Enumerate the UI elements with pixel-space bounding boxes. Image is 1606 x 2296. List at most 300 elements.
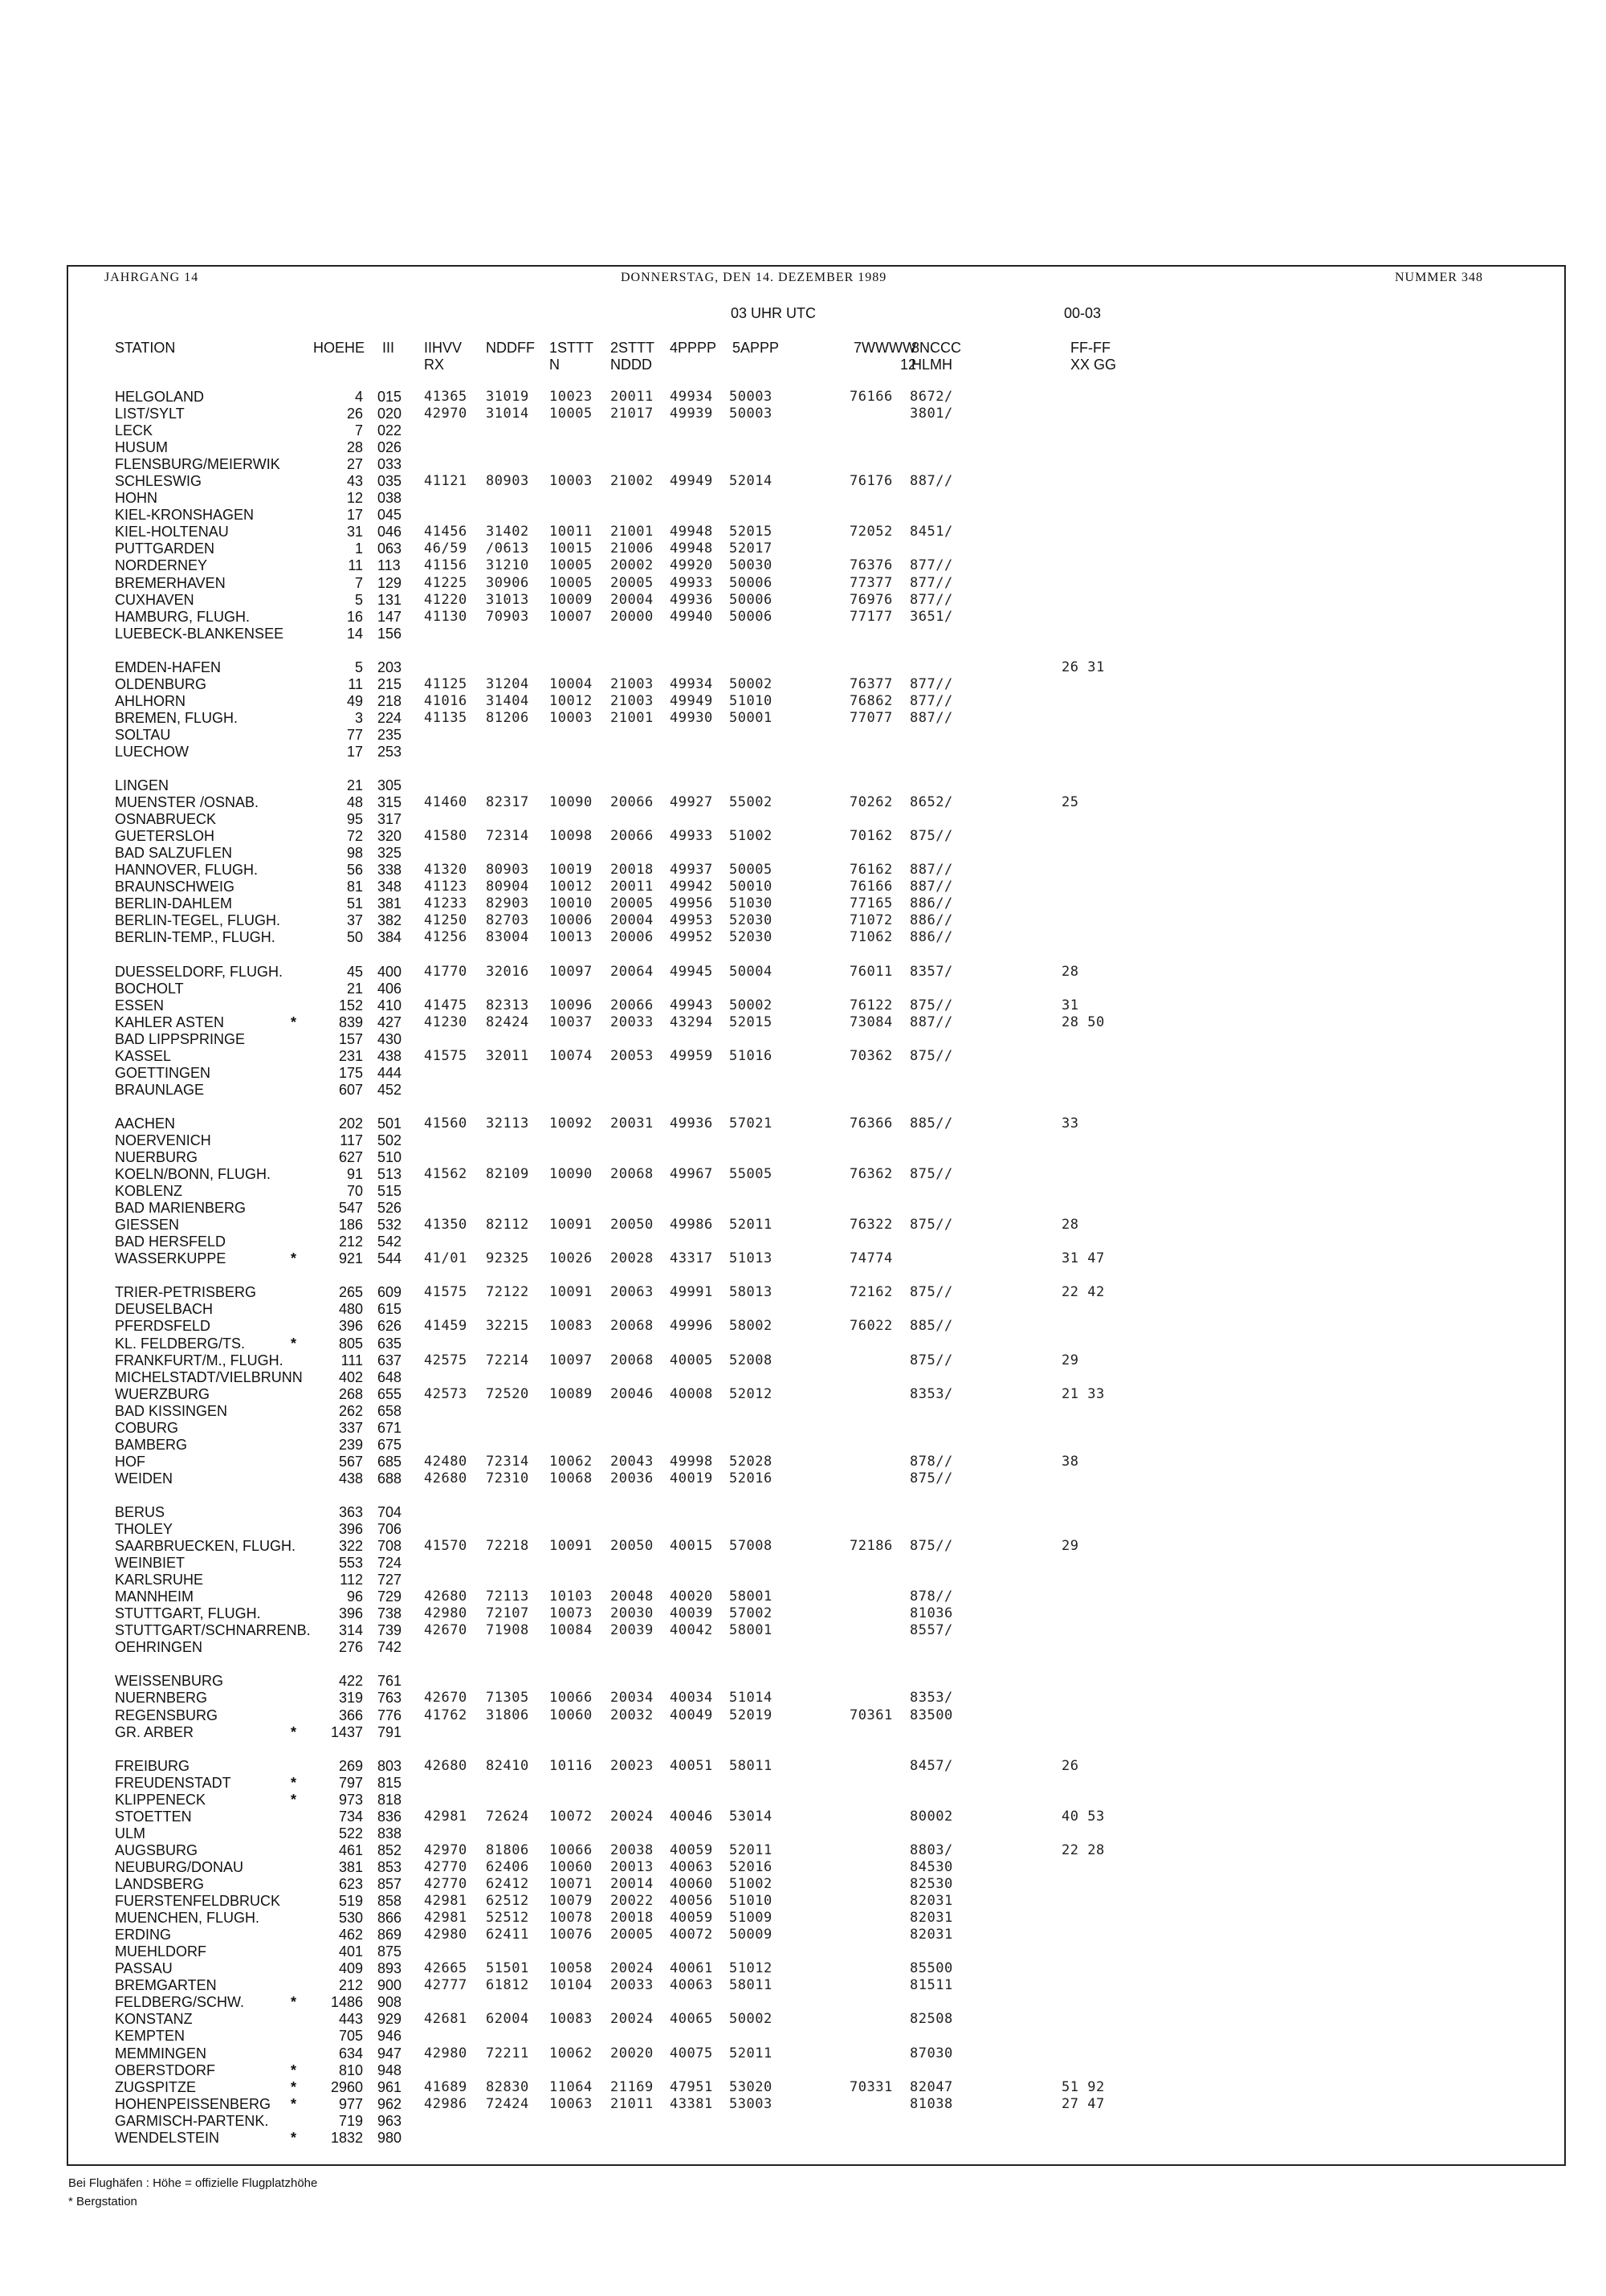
synop-group: 10004 bbox=[549, 676, 593, 692]
station-altitude: 366 bbox=[338, 1707, 363, 1723]
station-name: WUERZBURG bbox=[115, 1386, 210, 1402]
station-row bbox=[0, 1622, 1606, 1639]
station-id: 020 bbox=[377, 406, 402, 422]
synop-group: 46/59 bbox=[424, 540, 467, 557]
station-name: EMDEN-HAFEN bbox=[115, 659, 222, 675]
station-altitude: 21 bbox=[346, 981, 363, 997]
station-row bbox=[0, 389, 1606, 406]
station-id: 348 bbox=[377, 879, 402, 895]
synop-group: 41562 bbox=[424, 1166, 467, 1182]
station-row bbox=[0, 1809, 1606, 1825]
synop-group: 72314 bbox=[486, 828, 529, 844]
synop-group: 49937 bbox=[670, 862, 713, 878]
station-row bbox=[0, 895, 1606, 912]
station-name: OEHRINGEN bbox=[115, 1639, 203, 1655]
synop-group: 50003 bbox=[729, 389, 772, 405]
station-id: 427 bbox=[377, 1014, 402, 1030]
station-altitude: 977 bbox=[338, 2096, 363, 2112]
synop-group: 53014 bbox=[729, 1809, 772, 1825]
synop-group: 72211 bbox=[486, 2045, 529, 2062]
station-name: MANNHEIM bbox=[115, 1588, 194, 1605]
synop-group: 77177 bbox=[850, 609, 893, 625]
station-row bbox=[0, 1960, 1606, 1977]
synop-group: 20066 bbox=[610, 997, 654, 1013]
synop-group: 82903 bbox=[486, 895, 529, 911]
station-id: 738 bbox=[377, 1605, 402, 1621]
synop-group: 76022 bbox=[850, 1318, 893, 1334]
synop-group: 20005 bbox=[610, 575, 654, 591]
station-name: BAD LIPPSPRINGE bbox=[115, 1031, 246, 1047]
synop-group: 21002 bbox=[610, 473, 654, 489]
synop-group: 41689 bbox=[424, 2079, 467, 2095]
synop-group: 20020 bbox=[610, 2045, 654, 2062]
synop-group: 57008 bbox=[729, 1538, 772, 1554]
synop-group: 10091 bbox=[549, 1284, 593, 1300]
station-altitude: 81 bbox=[346, 879, 363, 895]
station-id: 015 bbox=[377, 389, 402, 405]
station-row bbox=[0, 1048, 1606, 1065]
synop-group: 42981 bbox=[424, 1910, 467, 1926]
synop-group: 76366 bbox=[850, 1115, 893, 1132]
volume-label: JAHRGANG 14 bbox=[104, 271, 199, 284]
station-row bbox=[0, 879, 1606, 895]
synop-group: 49933 bbox=[670, 828, 713, 844]
synop-group: 40063 bbox=[670, 1977, 713, 1993]
synop-group: 40049 bbox=[670, 1707, 713, 1723]
station-name: TRIER-PETRISBERG bbox=[115, 1284, 257, 1300]
station-id: 320 bbox=[377, 828, 402, 844]
station-row bbox=[0, 811, 1606, 828]
station-row bbox=[0, 1065, 1606, 1082]
station-id: 637 bbox=[377, 1352, 402, 1368]
synop-group: 41762 bbox=[424, 1707, 467, 1723]
station-name: MEMMINGEN bbox=[115, 2045, 206, 2062]
synop-group: 10098 bbox=[549, 828, 593, 844]
synop-group: 31210 bbox=[486, 557, 529, 573]
station-row bbox=[0, 1217, 1606, 1234]
synop-group: 10068 bbox=[549, 1470, 593, 1486]
station-id: 963 bbox=[377, 2113, 402, 2129]
station-name: BREMGARTEN bbox=[115, 1977, 217, 1993]
synop-group: 887// bbox=[910, 1014, 953, 1030]
station-altitude: 480 bbox=[338, 1301, 363, 1317]
synop-group: 40075 bbox=[670, 2045, 713, 2062]
station-name: LINGEN bbox=[115, 777, 169, 793]
station-row bbox=[0, 929, 1606, 946]
station-name: FELDBERG/SCHW. bbox=[115, 1994, 245, 2010]
synop-group: 40060 bbox=[670, 1876, 713, 1892]
station-row bbox=[0, 981, 1606, 997]
synop-group: 51013 bbox=[729, 1250, 772, 1266]
synop-group: 52011 bbox=[729, 1842, 772, 1858]
station-name: BAD MARIENBERG bbox=[115, 1200, 247, 1216]
station-altitude: 43 bbox=[346, 473, 363, 489]
station-altitude: 31 bbox=[346, 524, 363, 540]
synop-group: 57002 bbox=[729, 1605, 772, 1621]
synop-group: 55005 bbox=[729, 1166, 772, 1182]
synop-group: 51014 bbox=[729, 1690, 772, 1706]
synop-group: 76166 bbox=[850, 389, 893, 405]
synop-group: 10079 bbox=[549, 1893, 593, 1909]
synop-group: 887// bbox=[910, 473, 953, 489]
station-row bbox=[0, 1977, 1606, 1994]
station-id: 502 bbox=[377, 1132, 402, 1148]
station-name: PFERDSFELD bbox=[115, 1318, 211, 1334]
station-altitude: 212 bbox=[338, 1234, 363, 1250]
col-iihvv: IIHVV RX bbox=[424, 340, 463, 373]
station-name: ERDING bbox=[115, 1927, 172, 1943]
station-row bbox=[0, 1234, 1606, 1250]
synop-group: 62406 bbox=[486, 1859, 529, 1875]
synop-group: 40019 bbox=[670, 1470, 713, 1486]
station-name: FREUDENSTADT bbox=[115, 1775, 231, 1791]
synop-group: 41320 bbox=[424, 862, 467, 878]
station-altitude: 7 bbox=[354, 422, 363, 438]
station-row bbox=[0, 1352, 1606, 1369]
synop-group: 81806 bbox=[486, 1842, 529, 1858]
station-id: 224 bbox=[377, 710, 402, 726]
station-altitude: 319 bbox=[338, 1690, 363, 1706]
col-8nccc: 8NCCC HLMH bbox=[911, 340, 962, 373]
synop-group: 49945 bbox=[670, 964, 713, 980]
station-row bbox=[0, 473, 1606, 490]
station-row bbox=[0, 2096, 1606, 2113]
station-row bbox=[0, 1943, 1606, 1960]
station-name: HOF bbox=[115, 1454, 145, 1470]
station-row bbox=[0, 1014, 1606, 1031]
synop-group: 8652/ bbox=[910, 794, 953, 810]
station-row bbox=[0, 1588, 1606, 1605]
station-name: LIST/SYLT bbox=[115, 406, 185, 422]
station-id: 948 bbox=[377, 2062, 402, 2078]
mountain-station-mark: * bbox=[291, 1792, 297, 1808]
synop-group: 82317 bbox=[486, 794, 529, 810]
synop-group: 875// bbox=[910, 1538, 953, 1554]
synop-group: 875// bbox=[910, 1048, 953, 1064]
station-row bbox=[0, 1183, 1606, 1200]
station-row bbox=[0, 1910, 1606, 1927]
synop-group: 40008 bbox=[670, 1386, 713, 1402]
station-altitude: 98 bbox=[346, 845, 363, 861]
synop-group: 50006 bbox=[729, 575, 772, 591]
synop-group: 20018 bbox=[610, 1910, 654, 1926]
station-altitude: 422 bbox=[338, 1673, 363, 1689]
station-row bbox=[0, 2011, 1606, 2028]
station-name: MUENSTER /OSNAB. bbox=[115, 794, 259, 810]
station-row bbox=[0, 1605, 1606, 1622]
synop-group: 20063 bbox=[610, 1284, 654, 1300]
mountain-station-mark: * bbox=[291, 1994, 297, 2010]
station-altitude: 5 bbox=[354, 659, 363, 675]
station-row bbox=[0, 1859, 1606, 1876]
station-id: 688 bbox=[377, 1470, 402, 1486]
synop-group: 40039 bbox=[670, 1605, 713, 1621]
synop-group: 82031 bbox=[910, 1927, 953, 1943]
period-label: 00-03 bbox=[1064, 305, 1102, 321]
station-altitude: 269 bbox=[338, 1758, 363, 1774]
synop-group: 72122 bbox=[486, 1284, 529, 1300]
synop-group: 20036 bbox=[610, 1470, 654, 1486]
station-name: WEISSENBURG bbox=[115, 1673, 224, 1689]
synop-group: 877// bbox=[910, 676, 953, 692]
synop-group: 20043 bbox=[610, 1454, 654, 1470]
station-name: THOLEY bbox=[115, 1521, 173, 1537]
synop-group: 21017 bbox=[610, 406, 654, 422]
station-name: BERLIN-TEGEL, FLUGH. bbox=[115, 912, 281, 928]
date-label: DONNERSTAG, DEN 14. DEZEMBER 1989 bbox=[621, 271, 887, 284]
synop-group: 10060 bbox=[549, 1707, 593, 1723]
station-id: 384 bbox=[377, 929, 402, 945]
synop-group: 20005 bbox=[610, 895, 654, 911]
station-row bbox=[0, 1470, 1606, 1487]
synop-group: 49933 bbox=[670, 575, 713, 591]
station-altitude: 553 bbox=[338, 1555, 363, 1571]
synop-group: 41459 bbox=[424, 1318, 467, 1334]
station-id: 729 bbox=[377, 1588, 402, 1605]
station-id: 253 bbox=[377, 744, 402, 760]
station-altitude: 2960 bbox=[330, 2079, 363, 2095]
synop-group: 49948 bbox=[670, 540, 713, 557]
synop-group: 71062 bbox=[850, 929, 893, 945]
station-name: FUERSTENFELDBRUCK bbox=[115, 1893, 281, 1909]
station-name: PASSAU bbox=[115, 1960, 173, 1976]
station-altitude: 51 bbox=[346, 895, 363, 911]
station-name: FRANKFURT/M., FLUGH. bbox=[115, 1352, 283, 1368]
station-id: 615 bbox=[377, 1301, 402, 1317]
synop-group: 10005 bbox=[549, 557, 593, 573]
synop-group: 52019 bbox=[729, 1707, 772, 1723]
station-name: KLIPPENECK bbox=[115, 1792, 206, 1808]
synop-group: 85500 bbox=[910, 1960, 953, 1976]
synop-group: 21003 bbox=[610, 693, 654, 709]
synop-group: 20004 bbox=[610, 592, 654, 608]
station-id: 544 bbox=[377, 1250, 402, 1266]
synop-group: 29 bbox=[1062, 1538, 1079, 1554]
synop-group: 30906 bbox=[486, 575, 529, 591]
synop-group: 885// bbox=[910, 1318, 953, 1334]
synop-group: 877// bbox=[910, 575, 953, 591]
synop-group: 80903 bbox=[486, 862, 529, 878]
station-name: GOETTINGEN bbox=[115, 1065, 211, 1081]
synop-group: 20024 bbox=[610, 1809, 654, 1825]
station-altitude: 45 bbox=[346, 964, 363, 980]
station-altitude: 634 bbox=[338, 2045, 363, 2062]
station-id: 626 bbox=[377, 1318, 402, 1334]
col-ff-ff: FF-FF XX GG bbox=[1070, 340, 1117, 373]
station-name: STUTTGART, FLUGH. bbox=[115, 1605, 261, 1621]
station-id: 658 bbox=[377, 1403, 402, 1419]
station-altitude: 409 bbox=[338, 1960, 363, 1976]
synop-group: 10096 bbox=[549, 997, 593, 1013]
col-2sttt: 2STTT NDDD bbox=[610, 340, 655, 373]
station-altitude: 49 bbox=[346, 693, 363, 709]
synop-group: 70903 bbox=[486, 609, 529, 625]
synop-group: 42670 bbox=[424, 1622, 467, 1638]
station-altitude: 1832 bbox=[330, 2130, 363, 2146]
station-name: OSNABRUECK bbox=[115, 811, 217, 827]
station-id: 532 bbox=[377, 1217, 402, 1233]
station-altitude: 7 bbox=[354, 575, 363, 591]
synop-group: 20032 bbox=[610, 1707, 654, 1723]
station-altitude: 276 bbox=[338, 1639, 363, 1655]
station-altitude: 268 bbox=[338, 1386, 363, 1402]
synop-group: 885// bbox=[910, 1115, 953, 1132]
synop-group: 58001 bbox=[729, 1622, 772, 1638]
synop-group: 8353/ bbox=[910, 1386, 953, 1402]
synop-group: 20053 bbox=[610, 1048, 654, 1064]
synop-group: 82830 bbox=[486, 2079, 529, 2095]
col-5appp: 5APPP bbox=[732, 340, 780, 356]
station-name: BAMBERG bbox=[115, 1437, 188, 1453]
station-id: 609 bbox=[377, 1284, 402, 1300]
station-row bbox=[0, 659, 1606, 676]
synop-group: 41130 bbox=[424, 609, 467, 625]
synop-group: 49934 bbox=[670, 676, 713, 692]
station-altitude: 262 bbox=[338, 1403, 363, 1419]
synop-group: 81036 bbox=[910, 1605, 953, 1621]
synop-group: 76377 bbox=[850, 676, 893, 692]
synop-group: 20033 bbox=[610, 1014, 654, 1030]
synop-group: 10005 bbox=[549, 406, 593, 422]
synop-group: 20031 bbox=[610, 1115, 654, 1132]
synop-group: 31404 bbox=[486, 693, 529, 709]
synop-group: 21169 bbox=[610, 2079, 654, 2095]
station-name: GR. ARBER bbox=[115, 1724, 194, 1740]
synop-group: 886// bbox=[910, 912, 953, 928]
station-row bbox=[0, 2028, 1606, 2045]
synop-group: 41575 bbox=[424, 1048, 467, 1064]
station-row bbox=[0, 2113, 1606, 2130]
synop-group: 41016 bbox=[424, 693, 467, 709]
station-name: NEUBURG/DONAU bbox=[115, 1859, 244, 1875]
station-name: STOETTEN bbox=[115, 1809, 192, 1825]
synop-group: 40020 bbox=[670, 1588, 713, 1605]
synop-group: 10076 bbox=[549, 1927, 593, 1943]
station-name: NUERNBERG bbox=[115, 1690, 208, 1706]
station-row bbox=[0, 2130, 1606, 2147]
synop-group: 10104 bbox=[549, 1977, 593, 1993]
synop-group: 47951 bbox=[670, 2079, 713, 2095]
station-row bbox=[0, 845, 1606, 862]
station-altitude: 48 bbox=[346, 794, 363, 810]
station-altitude: 12 bbox=[346, 490, 363, 506]
synop-group: 71305 bbox=[486, 1690, 529, 1706]
station-altitude: 567 bbox=[338, 1454, 363, 1470]
station-id: 900 bbox=[377, 1977, 402, 1993]
station-name: GIESSEN bbox=[115, 1217, 180, 1233]
synop-group: 886// bbox=[910, 895, 953, 911]
synop-group: 82047 bbox=[910, 2079, 953, 2095]
station-altitude: 16 bbox=[346, 609, 363, 625]
synop-group: 82703 bbox=[486, 912, 529, 928]
synop-group: 87030 bbox=[910, 2045, 953, 2062]
station-altitude: 322 bbox=[338, 1538, 363, 1554]
station-id: 908 bbox=[377, 1994, 402, 2010]
synop-group: 51 92 bbox=[1062, 2079, 1105, 2095]
station-altitude: 186 bbox=[338, 1217, 363, 1233]
synop-group: 50003 bbox=[729, 406, 772, 422]
station-row bbox=[0, 1724, 1606, 1741]
synop-group: 49940 bbox=[670, 609, 713, 625]
station-altitude: 28 bbox=[346, 439, 363, 455]
synop-group: 42575 bbox=[424, 1352, 467, 1368]
synop-group: 62004 bbox=[486, 2011, 529, 2027]
footnote-mountain: * Bergstation bbox=[68, 2195, 137, 2208]
synop-group: 41121 bbox=[424, 473, 467, 489]
synop-group: 10097 bbox=[549, 964, 593, 980]
station-id: 875 bbox=[377, 1943, 402, 1960]
synop-group: 52030 bbox=[729, 912, 772, 928]
station-row bbox=[0, 1690, 1606, 1707]
station-name: HUSUM bbox=[115, 439, 168, 455]
station-row bbox=[0, 540, 1606, 557]
station-name: FLENSBURG/MEIERWIK bbox=[115, 456, 280, 472]
mountain-station-mark: * bbox=[291, 1724, 297, 1740]
mountain-station-mark: * bbox=[291, 2096, 297, 2112]
station-row bbox=[0, 1454, 1606, 1470]
station-row bbox=[0, 1893, 1606, 1910]
synop-group: 41365 bbox=[424, 389, 467, 405]
station-altitude: 157 bbox=[338, 1031, 363, 1047]
station-altitude: 72 bbox=[346, 828, 363, 844]
synop-group: 10062 bbox=[549, 2045, 593, 2062]
synop-group: 49942 bbox=[670, 879, 713, 895]
synop-group: 51002 bbox=[729, 1876, 772, 1892]
synop-group: 70361 bbox=[850, 1707, 893, 1723]
station-altitude: 839 bbox=[338, 1014, 363, 1030]
synop-group: 70262 bbox=[850, 794, 893, 810]
synop-group: 886// bbox=[910, 929, 953, 945]
synop-group: 72162 bbox=[850, 1284, 893, 1300]
synop-group: 20024 bbox=[610, 1960, 654, 1976]
synop-group: 53003 bbox=[729, 2096, 772, 2112]
synop-group: 42480 bbox=[424, 1454, 467, 1470]
station-name: WASSERKUPPE bbox=[115, 1250, 226, 1266]
synop-group: 52512 bbox=[486, 1910, 529, 1926]
synop-group: 49991 bbox=[670, 1284, 713, 1300]
station-name: AHLHORN bbox=[115, 693, 186, 709]
station-id: 235 bbox=[377, 727, 402, 743]
synop-group: 887// bbox=[910, 879, 953, 895]
synop-group: 31014 bbox=[486, 406, 529, 422]
station-altitude: 401 bbox=[338, 1943, 363, 1960]
station-id: 046 bbox=[377, 524, 402, 540]
station-altitude: 810 bbox=[338, 2062, 363, 2078]
station-id: 038 bbox=[377, 490, 402, 506]
station-id: 338 bbox=[377, 862, 402, 878]
synop-group: 10103 bbox=[549, 1588, 593, 1605]
mountain-station-mark: * bbox=[291, 2062, 297, 2078]
synop-group: 55002 bbox=[729, 794, 772, 810]
synop-group: 76162 bbox=[850, 862, 893, 878]
station-row bbox=[0, 456, 1606, 473]
station-id: 724 bbox=[377, 1555, 402, 1571]
station-row bbox=[0, 964, 1606, 981]
synop-group: 32011 bbox=[486, 1048, 529, 1064]
synop-group: 80904 bbox=[486, 879, 529, 895]
synop-group: 10083 bbox=[549, 2011, 593, 2027]
synop-group: 40065 bbox=[670, 2011, 713, 2027]
synop-group: 42680 bbox=[424, 1758, 467, 1774]
station-altitude: 11 bbox=[348, 676, 363, 692]
synop-group: 42665 bbox=[424, 1960, 467, 1976]
synop-group: 31402 bbox=[486, 524, 529, 540]
station-row bbox=[0, 777, 1606, 794]
synop-group: 72520 bbox=[486, 1386, 529, 1402]
col-nddff: NDDFF bbox=[486, 340, 535, 356]
synop-group: 76176 bbox=[850, 473, 893, 489]
station-name: HAMBURG, FLUGH. bbox=[115, 609, 251, 625]
